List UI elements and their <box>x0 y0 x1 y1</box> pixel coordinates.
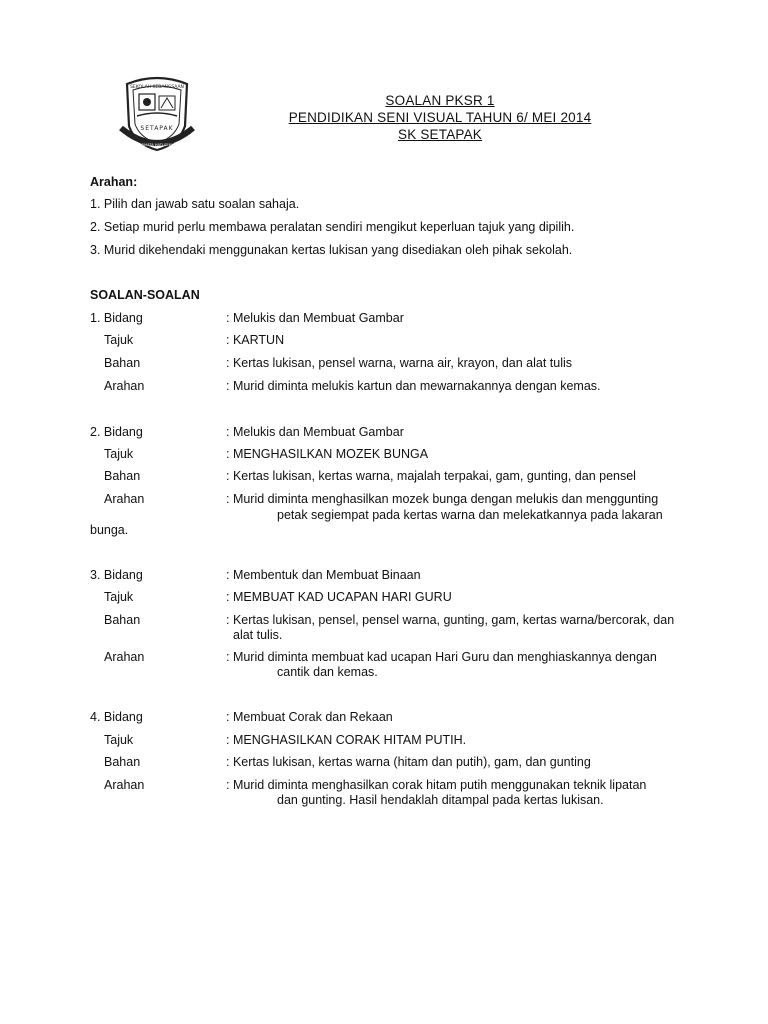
arahan-label: Arahan <box>104 492 145 506</box>
tajuk-label: Tajuk <box>104 333 134 347</box>
tajuk-value: : MENGHASILKAN MOZEK BUNGA <box>226 447 429 461</box>
arahan-value: : Murid diminta menghasilkan mozek bunga dengan melukis dan menggunting <box>226 492 659 506</box>
bahan-label: Bahan <box>104 469 141 483</box>
bahan-value: : Kertas lukisan, pensel, pensel warna, gunting, gam, kertas warna/bercorak, dan <box>226 613 675 627</box>
bidang-label: 4. Bidang <box>90 710 143 724</box>
bahan-value: : Kertas lukisan, kertas warna (hitam dan putih), gam, dan gunting <box>226 755 591 769</box>
tajuk-value: : KARTUN <box>226 333 285 347</box>
bahan-label: Bahan <box>104 613 141 627</box>
tajuk-label: Tajuk <box>104 733 134 747</box>
bidang-value: : Membentuk dan Membuat Binaan <box>226 568 421 582</box>
arahan-continuation: dan gunting. Hasil hendaklah ditampal pada kertas lukisan. <box>277 793 604 807</box>
instructions-heading: Arahan: <box>90 175 138 189</box>
instruction-item: 2. Setiap murid perlu membawa peralatan sendiri mengikut keperluan tajuk yang dipilih. <box>90 220 575 234</box>
arahan-label: Arahan <box>104 379 145 393</box>
header-subtitle: PENDIDIKAN SENI VISUAL TAHUN 6/ MEI 2014 <box>288 110 592 125</box>
bahan-value: : Kertas lukisan, pensel warna, warna air, krayon, dan alat tulis <box>226 356 573 370</box>
bidang-label: 1. Bidang <box>90 311 143 325</box>
header-title: SOALAN PKSR 1 <box>385 93 495 108</box>
arahan-continuation: petak segiempat pada kertas warna dan melekatkannya pada lakaran <box>277 508 663 522</box>
bidang-value: : Melukis dan Membuat Gambar <box>226 311 404 325</box>
instruction-item: 1. Pilih dan jawab satu soalan sahaja. <box>90 197 300 211</box>
bidang-label: 2. Bidang <box>90 425 143 439</box>
arahan-value: : Murid diminta menghasilkan corak hitam putih menggunakan teknik lipatan <box>226 778 647 792</box>
svg-text:PERMATA HATI SEMUA: PERMATA HATI SEMUA <box>137 143 177 147</box>
school-crest-logo <box>117 74 197 154</box>
arahan-label: Arahan <box>104 778 145 792</box>
arahan-value: : Murid diminta membuat kad ucapan Hari Guru dan menghiaskannya dengan <box>226 650 657 664</box>
arahan-continuation: bunga. <box>90 523 129 537</box>
arahan-continuation: cantik dan kemas. <box>277 665 378 679</box>
bidang-value: : Membuat Corak dan Rekaan <box>226 710 393 724</box>
svg-text:SETAPAK: SETAPAK <box>140 125 174 132</box>
document-header <box>230 92 650 143</box>
tajuk-value: : MEMBUAT KAD UCAPAN HARI GURU <box>226 590 452 604</box>
bidang-label: 3. Bidang <box>90 568 143 582</box>
header-school: SK SETAPAK <box>397 127 483 142</box>
bahan-label: Bahan <box>104 755 141 769</box>
arahan-value: : Murid diminta melukis kartun dan mewarnakannya dengan kemas. <box>226 379 601 393</box>
svg-text:SEKOLAH KEBANGSAAN: SEKOLAH KEBANGSAAN <box>130 85 184 90</box>
tajuk-value: : MENGHASILKAN CORAK HITAM PUTIH. <box>226 733 467 747</box>
bidang-value: : Melukis dan Membuat Gambar <box>226 425 404 439</box>
bahan-label: Bahan <box>104 356 141 370</box>
bahan-continuation: alat tulis. <box>233 628 283 642</box>
tajuk-label: Tajuk <box>104 447 134 461</box>
instruction-item: 3. Murid dikehendaki menggunakan kertas lukisan yang disediakan oleh pihak sekolah. <box>90 243 573 257</box>
arahan-label: Arahan <box>104 650 145 664</box>
questions-heading: SOALAN-SOALAN <box>90 288 200 302</box>
bahan-value: : Kertas lukisan, kertas warna, majalah terpakai, gam, gunting, dan pensel <box>226 469 636 483</box>
tajuk-label: Tajuk <box>104 590 134 604</box>
